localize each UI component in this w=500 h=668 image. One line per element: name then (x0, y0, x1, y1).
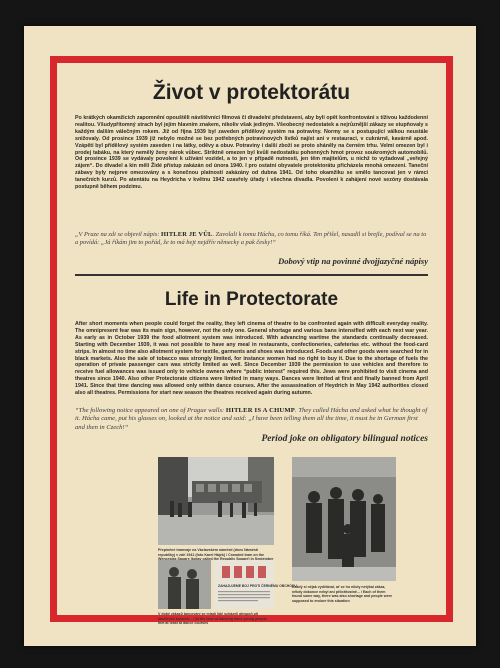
red-frame (50, 56, 453, 626)
newspaper-headline: ZAHAJUJEME BOJ PROTI ČERNÉMU OBCHODU (218, 584, 297, 588)
newspaper-photo (214, 560, 297, 609)
czech-quote-part: „V Praze na zdi se objevil nápis: (75, 231, 161, 238)
group-image (292, 457, 396, 581)
tram-photo-caption: Přeplněné tramvaje na Václavském náměstí (dnes Náměstí republiky) v září 1941 (foto Karel Hájek) / Crowded tram on the (158, 548, 265, 557)
dance-photo-caption: V době zákazů tancování se mladí lidé scházeli alespoň při tanečních kurzech... / At the time of dancing bans young people met at least at dance courses (158, 612, 267, 626)
section-divider (75, 274, 428, 276)
english-quote-part: “The following notice appeared on one of Prague walls: (75, 407, 226, 414)
czech-body: Po krátkých okamžicích zapomnění opouštěli návštěvníci filmová či divadelní představení, aby byli opět konfrontováni s tíživou každodenní realitou. Všudypřítomný strach byl jejím hlavním znakem, nikoliv však jediným. Všeobecný nedostatek a nejrůznější zákazy se stupňovaly s každým dalším válečným rokem. Již od října 1939 byl zaveden přídělový systém na potraviny. Normy se s postupující válkou neustále snižovaly. Od prosince 1939 již nebylo možné se bez potřebných potravinových lístků najíst ani v restauraci, v cukrárně, kavárně apod. Vzápětí byl přídělový systém zaveden i na látky, oděvy a obuv. Potraviny i další zboží se proto sháněly na černém trhu. Velmi omezen byl i prodej tabáku, na který nemělý ženy nárok vůbec. Striktně omezen byl kvůli nedostatku pohonných hmot provoz soukromých automobilů. Od prosince 1939 se vydávaly povolení k užívání vozidel, a to jen v případě nutnosti, jen těm majitelům, u nichž to vyžadoval „veřejný zájem“. Do divadel a kin měli Židé přístup zakázán od února 1940. I pro ostatní obyvatele protektorátu přicházela mnohá omezení. Taneční zábavy byly nejprve omezovány a s konečnou platností zakázány od dubna 1941. Od toho okamžiku se smělo tancovat jen v rámci tanečních kurzů. Po atentátu na Heydricha v květnu 1942 uzavřely úřady i všechna divadla. Povolení k zahájení nové sezóny dostávala postupně během podzimu. (75, 115, 428, 191)
english-quote (75, 407, 428, 432)
group-photo (292, 457, 396, 581)
newspaper-image (214, 560, 297, 609)
exhibition-poster (24, 26, 476, 646)
english-quote-part: . They called Hácha and asked what he thought of it. Hácha came, put his glasses on, looked at the notice and said: „I have been telling them all the time, it must be in German first and then in Czech!“ (75, 407, 428, 431)
czech-title: Život v protektorátu (152, 81, 351, 104)
tram-street-photo (158, 457, 274, 545)
czech-quote-highlight: HITLER JE VŮL (160, 231, 213, 238)
english-quote-highlight: HITLER IS A CHUMP (225, 407, 296, 414)
czech-signature: Dobový vtip na povinné dvojjazyčné nápisy (278, 256, 428, 266)
czech-quote (75, 231, 428, 247)
dance-course-image (158, 560, 211, 609)
english-title: Life in Protectorate (164, 289, 339, 310)
english-signature: Period joke on obligatory bilingual notices (261, 434, 428, 444)
dance-course-photo (158, 560, 211, 609)
group-photo-caption: Každý si nějak vydělával, ať se ho nikdy netýkal zákaz, někdy dokonce nebyl ani příležitostně... / Each of them found some way, there was also shortage and people were supposed to endure this situation (292, 585, 392, 603)
english-body: After short moments when people could forget the reality, they left cinema of theatre to be confronted again with difficult everyday reality. The omnipresent fear was its main sign, however, not the only one. General shortage and various bans intensified with each next war year. As early as in October 1939 the food allotment system was introduced. With advancing wartime the standards continually decreased. Starting with December 1939, it was not possible to have any meal in restaurants, confectioneries, cafeterias etc. without the food-card strips. In almost no time also allotment system for textile, garments and shoes was introduced. Foods and other goods were searched for in black markets. Also the sale of tobacco was strongly limited, for instance women had no right to buy it. Due to the shortage of fuels the operation of private passenger cars was strictly limited as well. Since December 1939 the permission to use vehicles and therefore to receive fuel allowances was issued only to vehicle owners where “public interest” required this. Jews were prohibited to visit cinema and theatres since 1940. Also other Protectorate citizens were limited in many ways. Dances were limited at first and finally banned from April 1941. Since that time dancing was allowed only within dance courses. After the assassination of Heydrich in May 1942 authorities closed also all theatres. Permissions for start new season the theatres received again during autumn. (75, 321, 428, 397)
tram-street-image (158, 457, 274, 545)
czech-quote-part: . Zavolali k tomu Háchu, co tomu říká. Ten přišel, nasadil si brejle, podíval se na to a povídá: „Já říkám jim to pořád, že to má bejt nejdřív německy a pak česky!“ (75, 231, 427, 247)
